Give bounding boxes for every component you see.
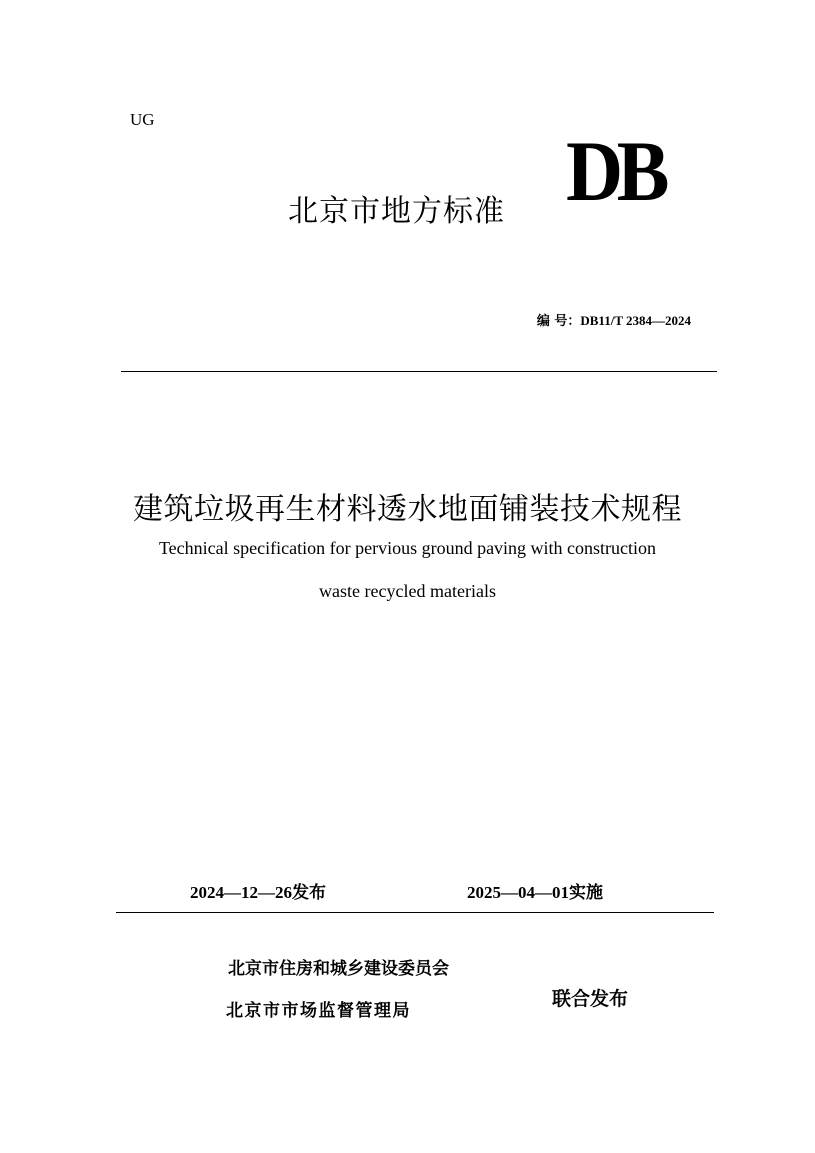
issue-date-value: 2024—12—26 (190, 883, 292, 902)
implementation-date-value: 2025—04—01 (467, 883, 569, 902)
classification-code: UG (130, 110, 155, 129)
english-title-line-2: waste recycled materials (319, 581, 496, 601)
issue-date-label: 发布 (292, 883, 326, 903)
implementation-date-label: 实施 (569, 883, 603, 903)
standard-number (537, 310, 691, 329)
top-divider (121, 371, 717, 372)
bottom-divider (116, 912, 714, 913)
issuer-housing-commission: 北京市住房和城乡建设委员会 (228, 959, 449, 979)
english-title-line-1: Technical specification for pervious ground paving with construction (158, 538, 657, 558)
db-logo: DB (566, 123, 664, 219)
chinese-title: 建筑垃圾再生材料透水地面铺装技术规程 (133, 492, 682, 527)
standard-type-heading: 北京市地方标准 (288, 194, 505, 229)
issue-date (190, 878, 326, 903)
implementation-date (467, 878, 603, 903)
joint-issue-label: 联合发布 (552, 988, 629, 1010)
standard-number-label: 编 号： (536, 314, 581, 329)
standard-number-value: DB11/T 2384—2024 (580, 313, 691, 328)
issuer-market-regulation: 北京市市场监督管理局 (226, 1001, 411, 1021)
